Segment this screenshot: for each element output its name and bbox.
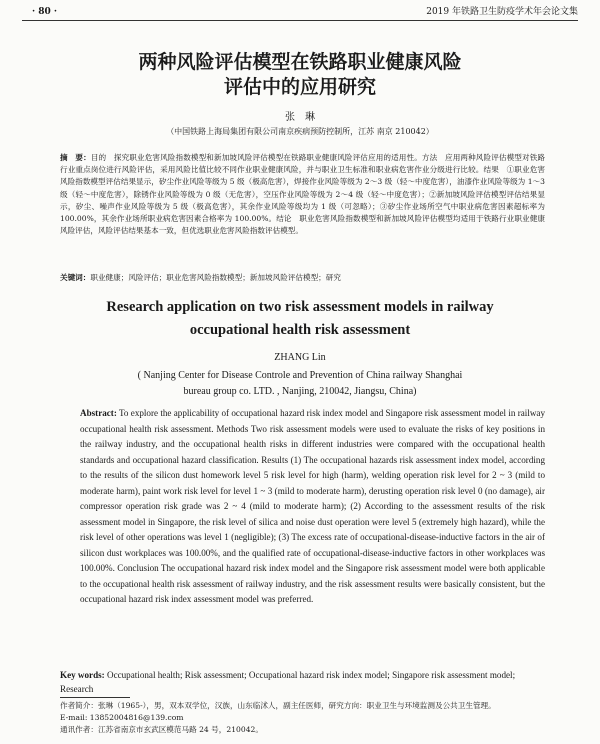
chinese-abstract-text: 目的 探究职业危害风险指数模型和新加坡风险评估模型在铁路职业健康风险评估应用的适用性。方法 应用两种风险评估模型对铁路行业重点岗位进行风险评估，采用风险比值比较不同作业职业健康风险，并与职业卫生标准和职业病危害作业分级进行比较。结果 ①职业危害风险指数模型评估结果显示，矽尘作业风险等级为 5 级（极高危害），焊接作业风险等级为 2～3 级（轻～中度危害），油漆作业风险等级为 1～3 级（轻～中度危害），除锈作业风险等级为 0 级（无危害），空压作业风险等级为 2～4 级（轻～中度危害）；②新加坡风险评估模型评估结果显示，矽尘、噪声作业风险等级为 5 级（极高危害），其余作业风险等级均为 1 级（可忽略）；③矽尘作业场所空气中职业病危害因素超标率为 100.00%，其余作业场所职业病危害因素合格率为 100.00%。结论 职业危害风险指数模型和新加坡风险评估模型均适用于铁路行业职业健康风险评估，风险评估结果基本一致，但优选职业危害风险指数评估模型。: [60, 153, 546, 236]
chinese-title-line2: 评估中的应用研究: [223, 76, 376, 98]
english-abstract-text: To explore the applicability of occupational hazard risk index model and Singapore risk assessment model in railway occupational health risk assessment. Methods Two risk assessment models were used to evaluate the risks of key positions in the railway industry, and the occupational health risks in different industries were compared with the occupational health standards and occupational hazard classification. Results (1) The occupational hazards risk assessment index model, according to the results of the silicon dust homework level 5 risk level for high (harm), welding operation risk level for 2 ~ 3 (mild to moderate harm), paint work risk level for level 1 ~ 3 (mild to moderate harm), derusting operation risk level 0 (no damage), air compressor operation risk grade was 2 ~ 4 (mild to moderate harm); (2) According to the assessment results of the risk assessment model in Singapore, the risk level of silica and noise dust operation were level 5 (extremely high hazard), while the risk level of other operations was level 1 (negligible); (3) The excess rate of occupational-disease-inductive factors in the air of silicon dust workplaces was 100.00%, and the qualified rate of occupational-disease-inductive factors in other workplaces was 100.00%. Conclusion The occupational hazard risk index model and the Singapore risk assessment model were both applicable to the occupational health risk assessment of railway industry, and the risk assessment results were basically consistent, but the occupational hazard risk index assessment model was preferred.: [80, 408, 546, 604]
english-title-line1: Research application on two risk assessment models in railway: [106, 299, 494, 315]
chinese-title-line1: 两种风险评估模型在铁路职业健康风险: [138, 51, 462, 73]
running-header: [22, 4, 578, 21]
english-affiliation-line1: ( Nanjing Center for Disease Controle and Prevention of China railway Shanghai: [137, 370, 463, 381]
footnote-author-info: 作者简介：张琳（1965-），男，双本双学位，汉族，山东临沭人，副主任医师，研究方向：职业卫生与环境监测及公共卫生管理。: [60, 701, 496, 710]
chinese-keywords: [60, 272, 545, 284]
journal-title: 2019 年铁路卫生防疫学术年会论文集: [426, 7, 578, 17]
english-keywords-label: Key words:: [60, 670, 105, 680]
english-title: [60, 296, 540, 342]
english-keywords: [60, 668, 545, 696]
chinese-abstract-label: 摘 要：: [60, 153, 91, 162]
english-title-line2: occupational health risk assessment: [189, 322, 411, 338]
english-affiliation: [90, 368, 510, 400]
english-abstract-label: Abstract:: [80, 408, 117, 418]
footnote-separator: [60, 697, 130, 698]
footnote-address: 通讯作者：江苏省南京市玄武区模范马路 24 号，210042。: [60, 725, 263, 734]
english-keywords-text: Occupational health; Risk assessment; Occupational hazard risk index model; Singapore risk assessment model; Research: [60, 670, 516, 694]
chinese-keywords-label: 关键词：: [60, 273, 91, 282]
english-abstract: [60, 406, 545, 608]
chinese-affiliation: （中国铁路上海局集团有限公司南京疾病预防控制所，江苏 南京 210042）: [166, 127, 434, 136]
page-number: · 80 ·: [32, 7, 58, 17]
english-affiliation-line2: bureau group co. LTD. , Nanjing, 210042, Jiangsu, China): [183, 386, 417, 397]
chinese-abstract: [60, 152, 545, 237]
footnotes: [60, 700, 545, 736]
chinese-author: 张 琳: [285, 112, 315, 123]
chinese-title: [60, 50, 540, 100]
english-author: ZHANG Lin: [274, 352, 326, 363]
chinese-keywords-text: 职业健康；风险评估；职业危害风险指数模型；新加坡风险评估模型；研究: [90, 273, 341, 282]
footnote-email: E-mail: 13852004816@139.com: [60, 713, 184, 722]
